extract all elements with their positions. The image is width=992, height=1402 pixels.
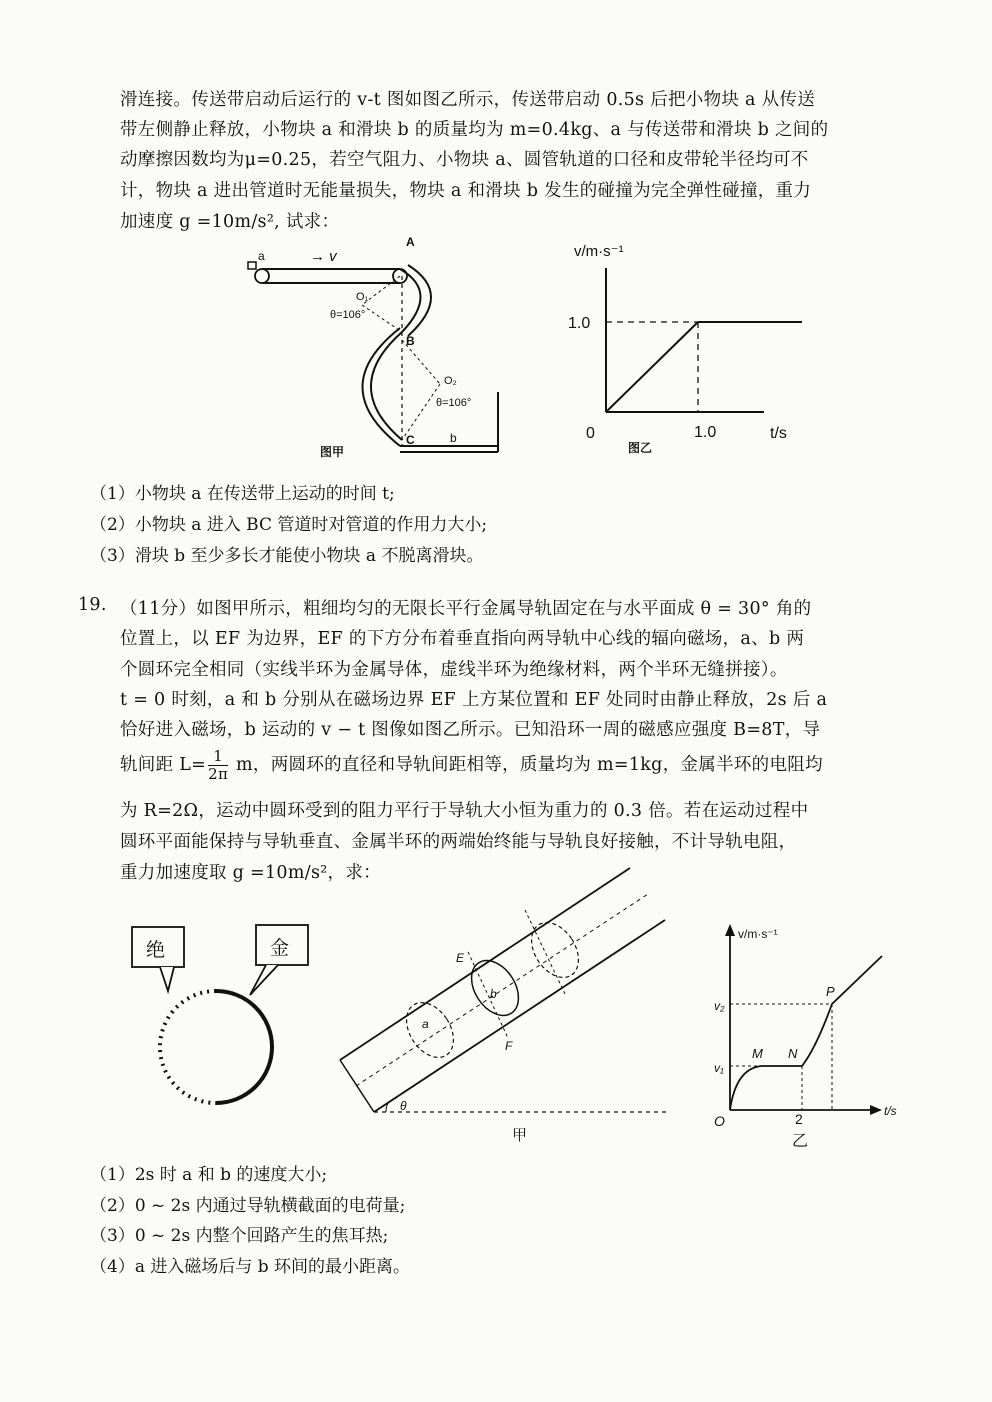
label-O2: O₂ bbox=[444, 375, 457, 387]
q18-line-4: 计，物块 a 进出管道时无能量损失，物块 a 和滑块 b 发生的碰撞为完全弹性碰撞，重力 bbox=[120, 181, 812, 201]
q19-line-4: t = 0 时刻，a 和 b 分别从在磁场边界 EF 上方某位置和 EF 处同时由静止释放，2s 后 a bbox=[120, 690, 828, 710]
fraction-L bbox=[208, 748, 228, 783]
yi-ytick: 1.0 bbox=[568, 315, 591, 332]
yi19-v1: v₁ bbox=[714, 1061, 724, 1075]
q18-line-2: 带左侧静止释放，小物块 a 和滑块 b 的质量均为 m=0.4kg、a 与传送带和滑块 b 之间的 bbox=[120, 120, 829, 140]
yi19-caption: 乙 bbox=[792, 1133, 809, 1150]
upper-tube-inner bbox=[400, 269, 421, 332]
yi19-curve bbox=[730, 956, 882, 1110]
yi19-v2: v₂ bbox=[714, 999, 725, 1013]
yi19-N: N bbox=[788, 1046, 798, 1061]
q19-line-1: （11分）如图甲所示，粗细均匀的无限长平行金属导轨固定在与水平面成 θ = 30° 角的 bbox=[120, 599, 812, 619]
q19-line-6-pre: 轨间距 L= bbox=[120, 755, 207, 775]
yi19-origin: O bbox=[714, 1113, 725, 1129]
lower-tube-outer bbox=[363, 328, 401, 446]
yi-xlabel: t/s bbox=[770, 425, 787, 442]
label-a: a bbox=[258, 249, 265, 263]
caption-jia-19: 甲 bbox=[512, 1127, 528, 1144]
label-theta: θ bbox=[400, 1099, 407, 1113]
q19-figure-yi bbox=[706, 918, 916, 1150]
yi-caption: 图乙 bbox=[628, 441, 653, 454]
q19-question-2: （2）0 ~ 2s 内通过导轨横截面的电荷量; bbox=[90, 1196, 406, 1216]
yi19-M: M bbox=[752, 1046, 763, 1061]
label-E: E bbox=[456, 951, 465, 965]
label-insulator: 绝 bbox=[146, 940, 166, 961]
left-pulley bbox=[255, 269, 269, 283]
label-theta1: θ=106° bbox=[330, 309, 366, 321]
yi19-ylabel: v/m·s⁻¹ bbox=[738, 927, 778, 941]
yi-ylabel: v/m·s⁻¹ bbox=[574, 243, 624, 260]
caption-jia: 图甲 bbox=[320, 445, 345, 459]
label-A: A bbox=[406, 235, 415, 249]
yi19-P: P bbox=[826, 984, 835, 999]
fraction-numerator: 1 bbox=[208, 748, 228, 766]
label-b: b bbox=[450, 431, 457, 445]
q18-line-5: 加速度 g =10m/s², 试求： bbox=[120, 212, 340, 232]
yi-origin: 0 bbox=[586, 425, 595, 442]
q18-figure-yi bbox=[560, 232, 810, 454]
q19-line-7: 为 R=2Ω，运动中圆环受到的阻力平行于导轨大小恒为重力的 0.3 倍。若在运动过程中 bbox=[120, 801, 809, 821]
q19-figure-jia bbox=[330, 860, 690, 1150]
q19-line-2: 位置上，以 EF 为边界，EF 的下方分布着垂直指向两导轨中心线的辐向磁场，a、b 两 bbox=[120, 629, 805, 649]
lower-tube-inner bbox=[371, 332, 402, 440]
q19-line-3: 个圆环完全相同（实线半环为金属导体，虚线半环为绝缘材料，两个半环无缝拼接）。 bbox=[120, 660, 788, 680]
q18-line-1: 滑连接。传送带启动后运行的 v-t 图如图乙所示，传送带启动 0.5s 后把小物块 a 从传送 bbox=[120, 90, 816, 110]
q19-line-6-post: m，两圆环的直径和导轨间距相等，质量均为 m=1kg，金属半环的电阻均 bbox=[230, 755, 823, 775]
label-ring-b: b bbox=[490, 987, 497, 1001]
boundary-EF bbox=[468, 952, 508, 1038]
q18-question-3: （3）滑块 b 至少多长才能使小物块 a 不脱离滑块。 bbox=[90, 546, 484, 566]
fraction-denominator: 2π bbox=[208, 765, 229, 783]
label-ring-a: a bbox=[422, 1017, 429, 1031]
yi19-xtick: 2 bbox=[795, 1111, 803, 1127]
yi-ramp bbox=[606, 322, 698, 412]
q19-number: 19. bbox=[78, 595, 107, 615]
ring-a bbox=[397, 994, 463, 1066]
label-metal: 金 bbox=[270, 938, 290, 959]
yi19-xlabel: t/s bbox=[884, 1104, 897, 1118]
rail-bottom bbox=[374, 920, 665, 1112]
label-C: C bbox=[406, 433, 415, 447]
insulator-half-ring bbox=[160, 991, 216, 1103]
q19-question-4: （4）a 进入磁场后与 b 环间的最小距离。 bbox=[90, 1257, 411, 1277]
q19-line-5: 恰好进入磁场，b 运动的 v − t 图像如图乙所示。已知沿环一周的磁感应强度 B=8T，导 bbox=[120, 720, 821, 740]
label-theta2: θ=106° bbox=[436, 397, 472, 409]
metal-half-ring bbox=[216, 991, 272, 1103]
q19-line-8: 圆环平面能保持与导轨垂直、金属半环的两端始终能与导轨良好接触，不计导轨电阻， bbox=[120, 832, 797, 852]
q19-question-1: （1）2s 时 a 和 b 的速度大小; bbox=[90, 1165, 328, 1185]
q18-line-3: 动摩擦因数均为μ=0.25，若空气阻力、小物块 a、圆管轨道的口径和皮带轮半径均可不 bbox=[120, 150, 809, 170]
q19-line-9: 重力加速度取 g =10m/s²，求： bbox=[120, 863, 381, 883]
label-B: B bbox=[406, 334, 415, 348]
label-O1: O₁ bbox=[356, 291, 369, 303]
rail-centerline bbox=[356, 894, 648, 1086]
q19-line-6 bbox=[120, 748, 823, 783]
yi-xtick: 1.0 bbox=[694, 424, 717, 441]
q19-ring-figure bbox=[120, 915, 330, 1110]
q18-figure-jia bbox=[240, 232, 540, 464]
q18-question-2: （2）小物块 a 进入 BC 管道时对管道的作用力大小; bbox=[90, 515, 488, 535]
label-v: → v bbox=[310, 248, 337, 265]
label-F: F bbox=[505, 1039, 513, 1053]
magnet-ring bbox=[522, 914, 588, 986]
q18-question-1: （1）小物块 a 在传送带上运动的时间 t; bbox=[90, 484, 395, 504]
q19-question-3: （3）0 ~ 2s 内整个回路产生的焦耳热; bbox=[90, 1226, 389, 1246]
rail-top bbox=[340, 868, 630, 1060]
block-a bbox=[248, 262, 256, 269]
